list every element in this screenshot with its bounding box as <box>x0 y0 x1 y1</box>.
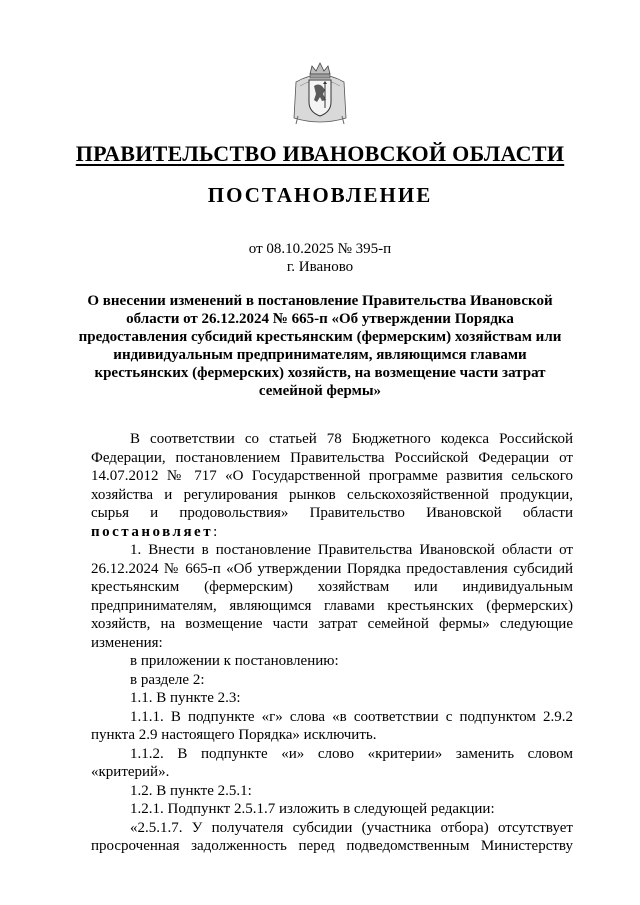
document-body <box>91 430 573 856</box>
decree-colon: : <box>213 523 218 540</box>
body-paragraph: 1. Внести в постановление Правительства Ивановской области от 26.12.2024 № 665-п «Об утверждении Порядка предоставления субсидий крестьянским (фермерским) хозяйствам или индивидуальным предпринимателям, являющимся главами крестьянских (фермерских) хозяйств, на возмещение части затрат семейной фермы» следующие изменения: <box>91 542 573 651</box>
government-title: ПРАВИТЕЛЬСТВО ИВАНОВСКОЙ ОБЛАСТИ <box>75 141 565 166</box>
decree-word: постановляет <box>91 523 214 540</box>
body-paragraph: «2.5.1.7. У получателя субсидии (участника отбора) отсутствует просроченная задолженность перед подведомственным Министерству <box>91 819 573 854</box>
body-paragraph: в приложении к постановлению: <box>130 653 339 669</box>
body-paragraph: 1.1.1. В подпункте «г» слова «в соответствии с подпунктом 2.9.2 пункта 2.9 настоящего Порядка» исключить. <box>91 708 573 743</box>
date-block <box>60 240 580 276</box>
body-paragraph: 1.2.1. Подпункт 2.5.1.7 изложить в следующей редакции: <box>130 801 495 817</box>
document-subject: О внесении изменений в постановление Правительства Ивановской области от 26.12.2024 № 665-п «Об утверждении Порядка предоставления субсидий крестьянским (фермерским) хозяйствам или индивидуальным предпринимателям, являющимся главами крестьянских (фермерских) хозяйств, на возмещение части затрат семейной фермы» <box>78 293 562 399</box>
date-number: от 08.10.2025 № 395-п <box>248 241 392 257</box>
city: г. Иваново <box>286 259 354 275</box>
coat-of-arms-icon <box>292 60 348 126</box>
body-paragraph: 1.1. В пункте 2.3: <box>130 690 241 706</box>
preamble-text: В соответствии со статьей 78 Бюджетного кодекса Российской Федерации, постановлением Правительства Российской Федерации от 14.07.2012 № 717 «О Государственной программе развития сельского хозяйства и регулирования рынков сельскохозяйственной продукции, сырья и продовольствия» Правительство Ивановской области <box>91 431 573 521</box>
preamble-paragraph <box>91 430 573 541</box>
body-paragraph: в разделе 2: <box>130 671 205 688</box>
document-type: ПОСТАНОВЛЕНИЕ <box>207 183 433 207</box>
body-paragraph: 1.2. В пункте 2.5.1: <box>130 782 252 799</box>
body-paragraph: 1.1.2. В подпункте «и» слово «критерии» заменить словом «критерий». <box>91 745 573 780</box>
